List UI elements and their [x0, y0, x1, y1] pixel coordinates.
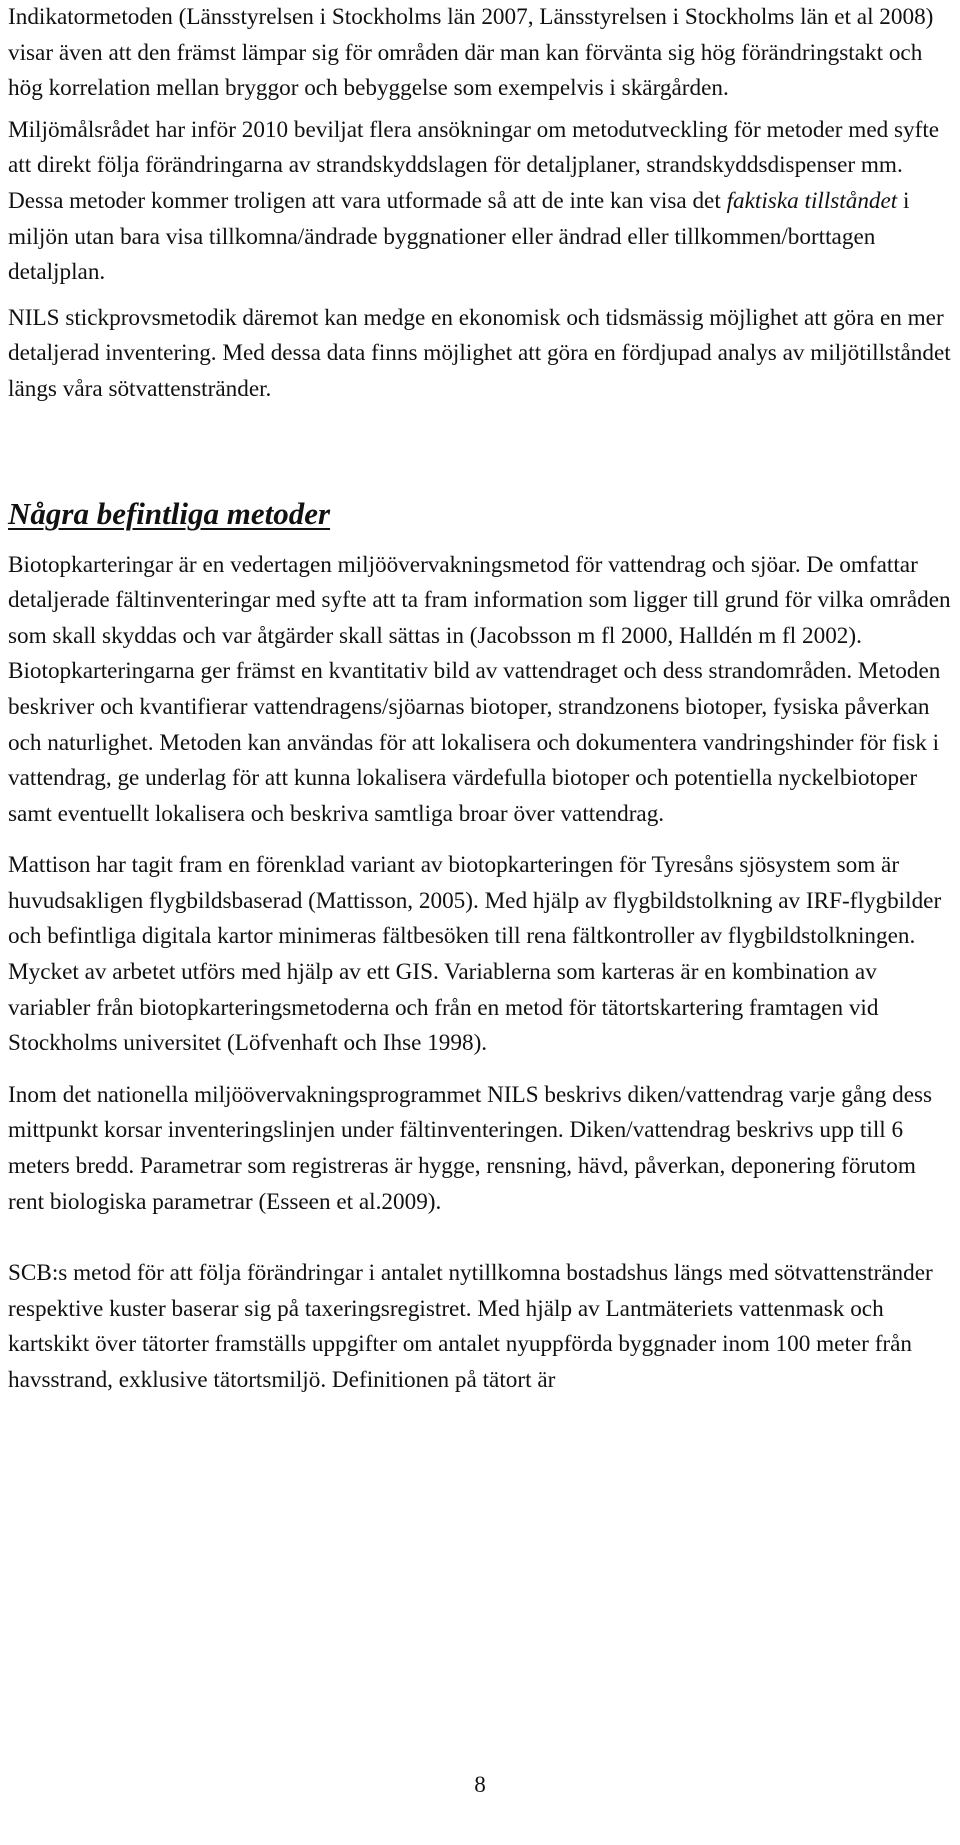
paragraph-biotopkarteringar: Biotopkarteringar är en vedertagen miljöövervakningsmetod för vattendrag och sjöar. De omfattar detaljerade fältinventeringar med syfte att ta fram information som ligger till grund för vilka områden som skall skyddas och var åtgärder skall sättas in (Jacobsson m fl 2000, Halldén m fl 2002). Biotopkarteringarna ger främst en kvantitativ bild av vattendraget och dess strandområden. Metoden beskriver och kvantifierar vattendragens/sjöarnas biotoper, strandzonens biotoper, fysiska påverkan och naturlighet. Metoden kan användas för att lokalisera och dokumentera vandringshinder för fisk i vattendrag, ge underlag för att kunna lokalisera värdefulla biotoper och potentiella nyckelbiotoper samt eventuellt lokalisera och beskriva samtliga broar över vattendrag.	[8, 551, 951, 827]
paragraph-miljomalsradet-part1: Miljömålsrådet har inför 2010 beviljat flera ansökningar om metodutveckling för metoder med syfte att direkt följa förändringarna av strandskyddslagen för detaljplaner, strandskyddsdispenser mm. Dessa metoder kommer troligen att vara utformade så att de inte kan visa det	[8, 116, 940, 214]
paragraph-indikatormetoden: Indikatormetoden (Länsstyrelsen i Stockholms län 2007, Länsstyrelsen i Stockholms län et al 2008) visar även att den främst lämpar sig för områden där man kan förvänta sig hög förändringstakt och hög korrelation mellan bryggor och bebyggelse som exempelvis i skärgården.	[8, 4, 934, 102]
paragraph-mattison: Mattison har tagit fram en förenklad variant av biotopkarteringen för Tyresåns sjösystem som är huvudsakligen flygbildsbaserad (Mattisson, 2005). Med hjälp av flygbildstolkning av IRF-flygbilder och befintliga digitala kartor minimeras fältbesöken till rena fältkontroller av flygbildstolkningen. Mycket av arbetet utförs med hjälp av ett GIS. Variablerna som karteras är en kombination av variabler från biotopkarteringsmetoderna och från en metod för tätortskartering framtagen vid Stockholms universitet (Löfvenhaft och Ihse 1998).	[8, 852, 942, 1057]
paragraph-nils-stickprov: NILS stickprovsmetodik däremot kan medge en ekonomisk och tidsmässig möjlighet att göra en mer detaljerad inventering. Med dessa data finns möjlighet att göra en fördjupad analys av miljötillståndet längs våra sötvattenstränder.	[8, 304, 951, 402]
paragraph-nils-program: Inom det nationella miljöövervakningsprogrammet NILS beskrivs diken/vattendrag varje gång dess mittpunkt korsar inventeringslinjen under fältinventeringen. Diken/vattendrag beskrivs upp till 6 meters bredd. Parametrar som registreras är hygge, rensning, hävd, påverkan, deponering förutom rent biologiska parametrar (Esseen et al.2009).	[8, 1081, 933, 1215]
paragraph-miljomalsradet-part2: i miljön utan bara visa tillkomna/ändrade byggnationer eller ändrad eller tillkommen/borttagen detaljplan.	[8, 187, 910, 286]
paragraph-miljomalsradet	[8, 113, 952, 291]
paragraph-scb: SCB:s metod för att följa förändringar i antalet nytillkomna bostadshus längs med sötvattenstränder respektive kuster baserar sig på taxeringsregistret. Med hjälp av Lantmäteriets vattenmask och kartskikt över tätorter framställs uppgifter om antalet nyuppförda byggnader inom 100 meter från havsstrand, exklusive tätortsmiljö. Definitionen på tätort är	[8, 1260, 933, 1393]
document-page	[8, 0, 952, 1399]
section-heading: Några befintliga metoder	[8, 495, 331, 531]
page-number: 8	[474, 1772, 486, 1798]
emphasis-faktiska-tillstandet: faktiska tillståndet	[726, 187, 898, 214]
